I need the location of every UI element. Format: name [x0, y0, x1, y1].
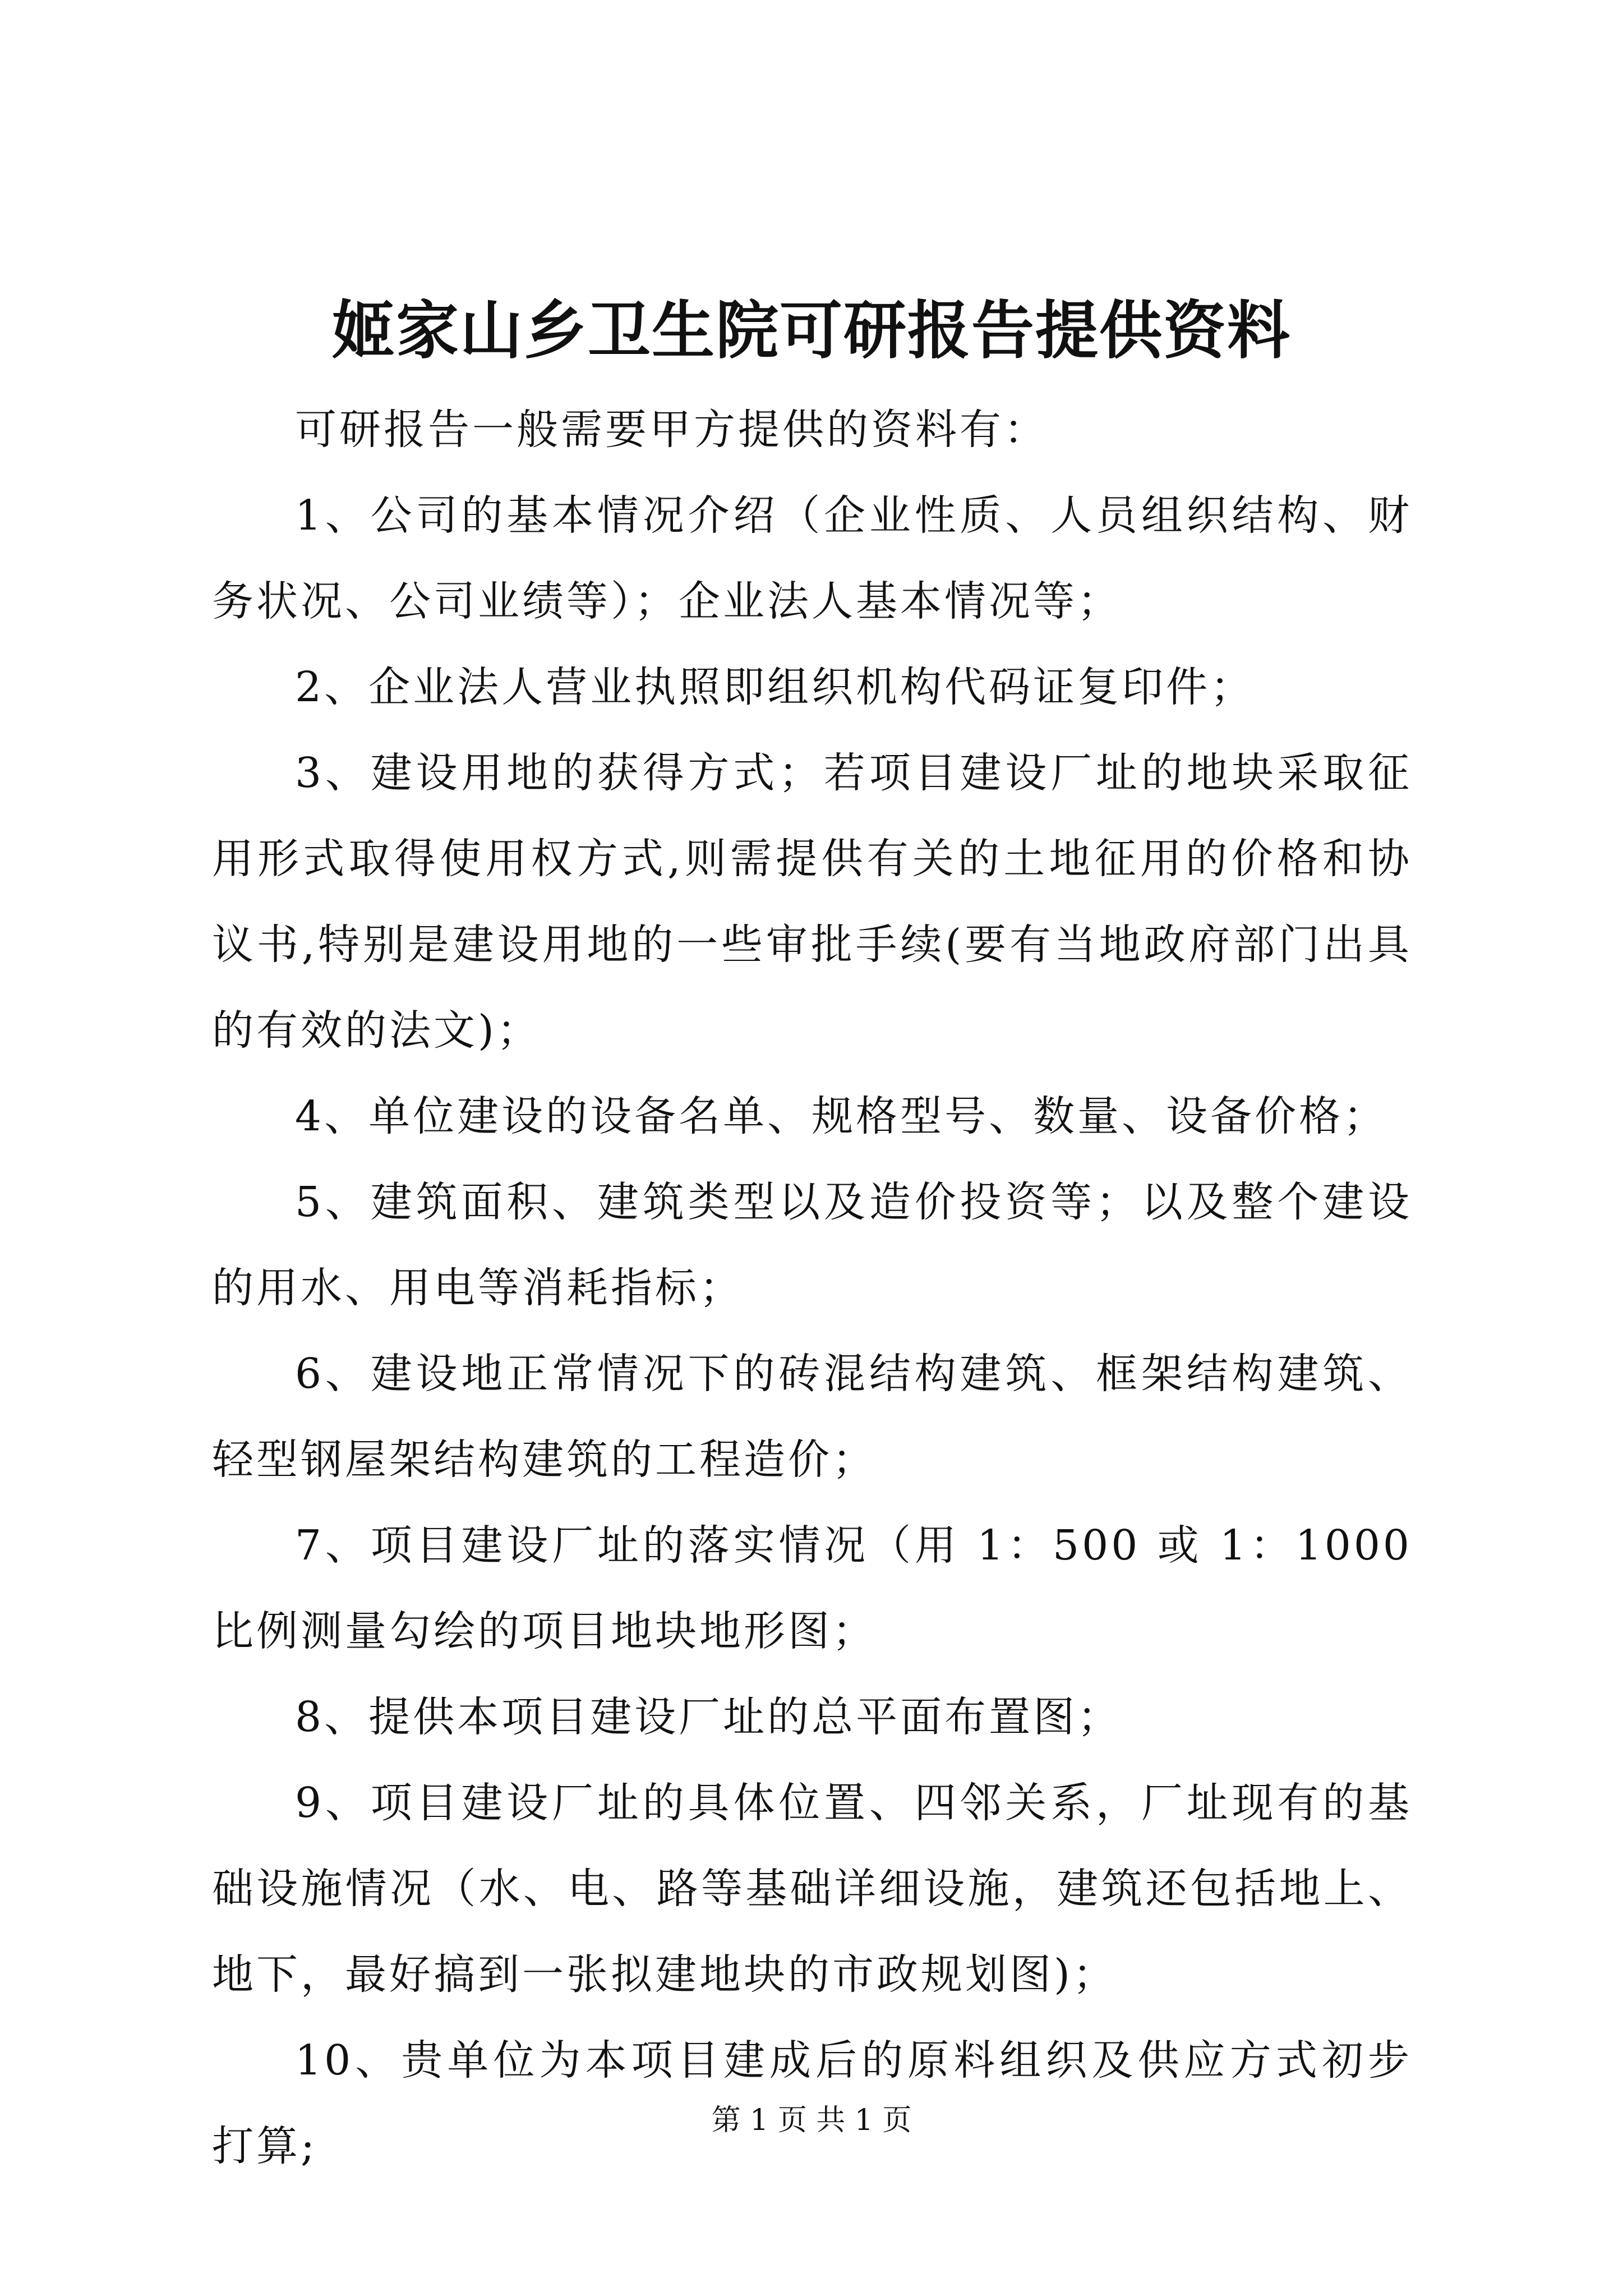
- paragraph-intro: 可研报告一般需要甲方提供的资料有：: [295, 406, 1048, 454]
- paragraph-item-3: 3、建设用地的获得方式；若项目建设厂址的地块采取征用形式取得使用权方式,则需提供有关的土地征用的价格和协议书,特别是建设用地的一些审批手续(要有当地政府部门出具的有效的法文)；: [212, 749, 1412, 1055]
- paragraph-item-4: 4、单位建设的设备名单、规格型号、数量、设备价格；: [295, 1092, 1388, 1140]
- document-body: [212, 387, 1412, 2189]
- document-title: 姬家山乡卫生院可研报告提供资料: [332, 294, 1291, 367]
- paragraph-item-2: 2、企业法人营业执照即组织机构代码证复印件；: [295, 663, 1255, 711]
- paragraph-item-9: 9、项目建设厂址的具体位置、四邻关系，厂址现有的基础设施情况（水、电、路等基础详细设施，建筑还包括地上、地下，最好搞到一张拟建地块的市政规划图)；: [212, 1779, 1412, 1999]
- paragraph-item-7: 7、项目建设厂址的落实情况（用 1：500 或 1：1000 比例测量勾绘的项目地块地形图；: [212, 1521, 1412, 1655]
- page-footer: 第 1 页 共 1 页: [711, 2104, 912, 2137]
- paragraph-item-1: 1、公司的基本情况介绍（企业性质、人员组织结构、财务状况、公司业绩等）；企业法人基本情况等；: [212, 491, 1412, 625]
- paragraph-item-8: 8、提供本项目建设厂址的总平面布置图；: [295, 1693, 1122, 1741]
- paragraph-item-10: 10、贵单位为本项目建成后的原料组织及供应方式初步打算;: [212, 2036, 1412, 2170]
- paragraph-item-5: 5、建筑面积、建筑类型以及造价投资等；以及整个建设的用水、用电等消耗指标；: [212, 1178, 1412, 1312]
- paragraph-item-6: 6、建设地正常情况下的砖混结构建筑、框架结构建筑、轻型钢屋架结构建筑的工程造价；: [212, 1350, 1412, 1484]
